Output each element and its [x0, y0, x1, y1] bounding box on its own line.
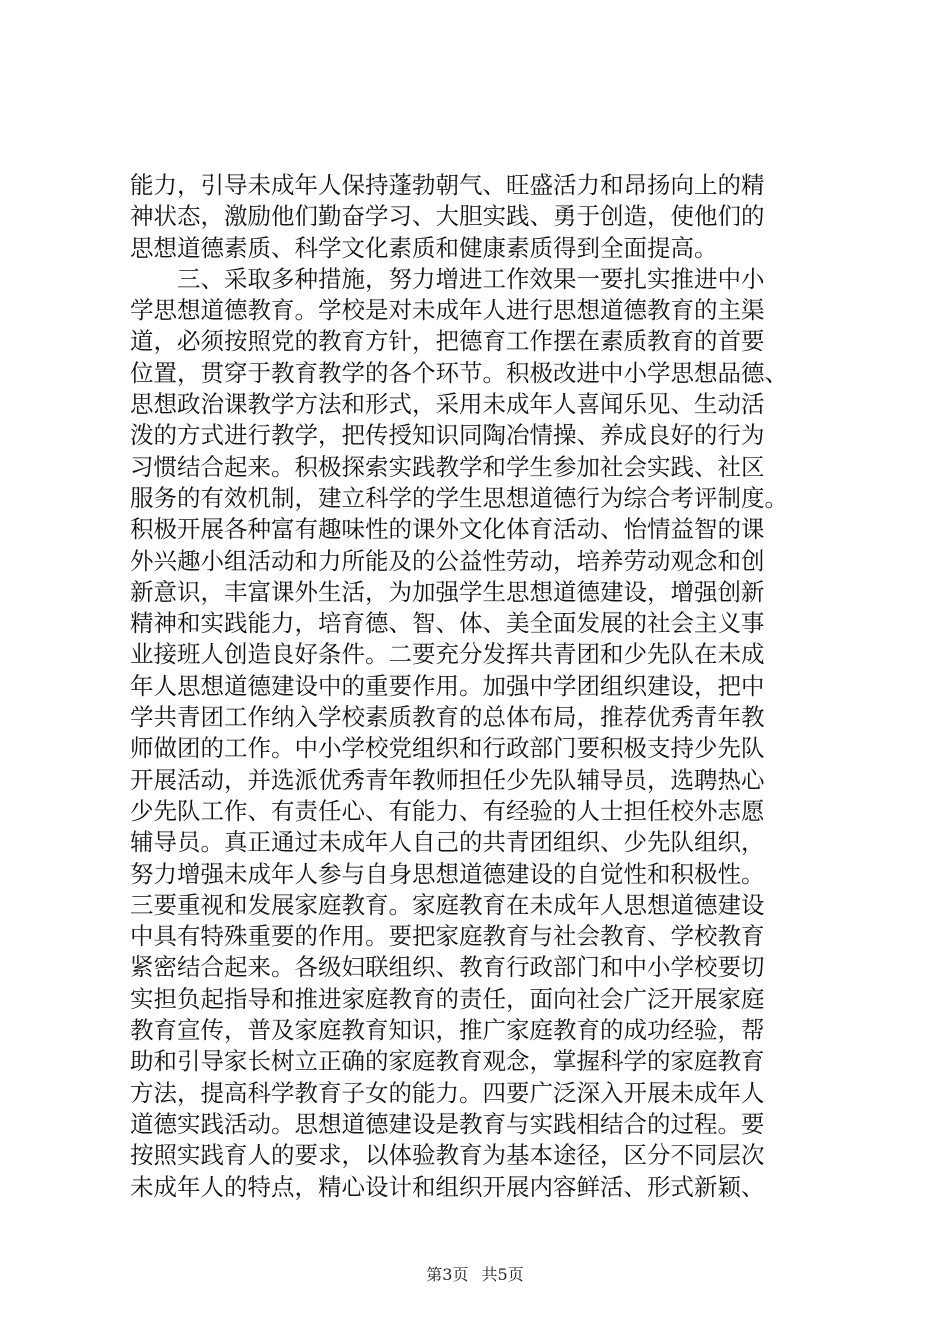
text-line: 少先队工作、有责任心、有能力、有经验的人士担任校外志愿 [130, 796, 765, 825]
text-line: 年人思想道德建设中的重要作用。加强中学团组织建设，把中 [130, 671, 765, 700]
text-line: 能力，引导未成年人保持蓬勃朝气、旺盛活力和昂扬向上的精 [130, 171, 765, 199]
text-line: 未成年人的特点，精心设计和组织开展内容鲜活、形式新颖、 [130, 1172, 765, 1201]
text-line: 三要重视和发展家庭教育。家庭教育在未成年人思想道德建设 [130, 890, 765, 919]
text-line: 学思想道德教育。学校是对未成年人进行思想道德教育的主渠 [130, 296, 765, 325]
text-line: 新意识，丰富课外生活，为加强学生思想道德建设，增强创新 [130, 577, 765, 606]
text-line: 思想政治课教学方法和形式，采用未成年人喜闻乐见、生动活 [130, 390, 765, 419]
page-footer [0, 1262, 950, 1285]
text-line: 精神和实践能力，培育德、智、体、美全面发展的社会主义事 [130, 609, 765, 638]
text-line: 道，必须按照党的教育方针，把德育工作摆在素质教育的首要 [130, 327, 765, 356]
text-line: 按照实践育人的要求，以体验教育为基本途径，区分不同层次 [130, 1141, 765, 1170]
text-line: 三、采取多种措施，努力增进工作效果一要扎实推进中小 [130, 264, 765, 293]
text-line: 神状态，激励他们勤奋学习、大胆实践、勇于创造，使他们的 [130, 202, 765, 231]
text-line: 紧密结合起来。各级妇联组织、教育行政部门和中小学校要切 [130, 953, 765, 982]
text-line: 学共青团工作纳入学校素质教育的总体布局，推荐优秀青年教 [130, 703, 765, 732]
text-line: 教育宣传，普及家庭教育知识，推广家庭教育的成功经验，帮 [130, 1016, 765, 1045]
text-line: 助和引导家长树立正确的家庭教育观念，掌握科学的家庭教育 [130, 1047, 765, 1076]
text-line: 外兴趣小组活动和力所能及的公益性劳动，培养劳动观念和创 [130, 546, 765, 575]
page-total: 共5页 [481, 1265, 524, 1284]
text-line: 习惯结合起来。积极探索实践教学和学生参加社会实践、社区 [130, 452, 765, 481]
text-line: 服务的有效机制，建立科学的学生思想道德行为综合考评制度。 [130, 483, 788, 512]
text-line: 方法，提高科学教育子女的能力。四要广泛深入开展未成年人 [130, 1078, 765, 1107]
text-line: 业接班人创造良好条件。二要充分发挥共青团和少先队在未成 [130, 640, 765, 669]
text-line: 道德实践活动。思想道德建设是教育与实践相结合的过程。要 [130, 1109, 765, 1138]
text-line: 努力增强未成年人参与自身思想道德建设的自觉性和积极性。 [130, 859, 765, 888]
text-line: 辅导员。真正通过未成年人自己的共青团组织、少先队组织， [130, 828, 765, 857]
text-line: 中具有特殊重要的作用。要把家庭教育与社会教育、学校教育 [130, 922, 765, 951]
text-line: 开展活动，并选派优秀青年教师担任少先队辅导员，选聘热心 [130, 765, 765, 794]
text-line: 位置，贯穿于教育教学的各个环节。积极改进中小学思想品德、 [130, 358, 788, 387]
text-line: 积极开展各种富有趣味性的课外文化体育活动、怡情益智的课 [130, 515, 765, 544]
page-number: 第3页 [426, 1265, 469, 1284]
text-line: 思想道德素质、科学文化素质和健康素质得到全面提高。 [130, 233, 718, 262]
text-line: 师做团的工作。中小学校党组织和行政部门要积极支持少先队 [130, 734, 765, 763]
text-line: 泼的方式进行教学，把传授知识同陶冶情操、养成良好的行为 [130, 421, 765, 450]
body-text [130, 170, 830, 1203]
text-line: 实担负起指导和推进家庭教育的责任，面向社会广泛开展家庭 [130, 984, 765, 1013]
